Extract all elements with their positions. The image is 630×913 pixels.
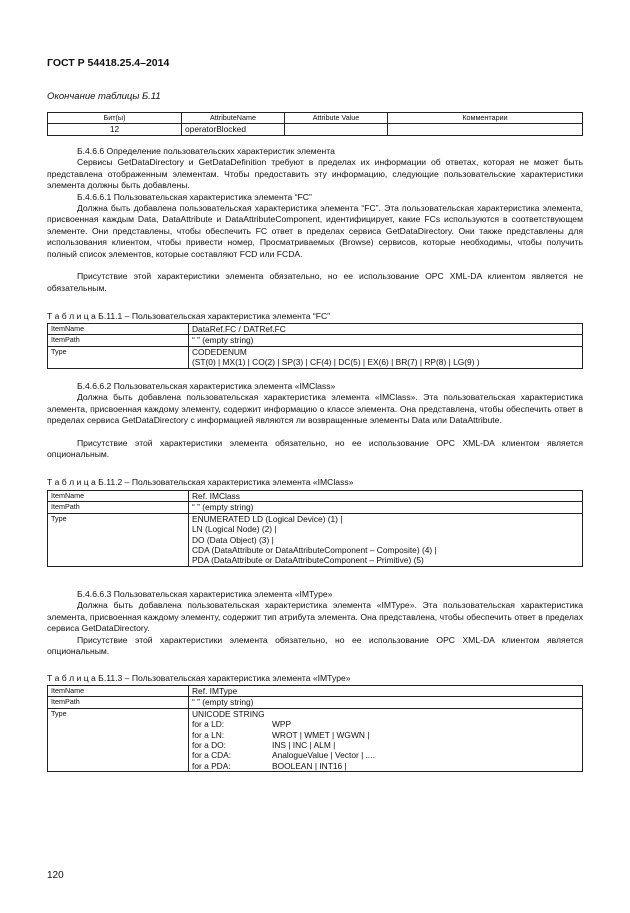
cell-value: DataRef.FC / DATRef.FC xyxy=(189,324,583,335)
type-line: PDA (DataAttribute or DataAttributeComponent – Primitive) (5) xyxy=(192,555,424,566)
table-row xyxy=(48,502,583,513)
table-caption: Т а б л и ц а Б.11.3 – Пользовательская характеристика элемента «IMType» xyxy=(47,673,351,683)
cell-bits: 12 xyxy=(48,124,182,135)
table-row xyxy=(48,697,583,708)
cell-value xyxy=(189,708,583,771)
section-title: Б.4.6.6.3 Пользовательская характеристика элемента «IMType» xyxy=(77,589,333,599)
table-b11-2 xyxy=(47,490,583,567)
cell-value: Ref. IMClass xyxy=(189,491,583,502)
cell-value xyxy=(189,513,583,566)
section-title: Б.4.6.6.1 Пользовательская характеристика элемента “FC” xyxy=(77,191,312,202)
cell-value: “ ” (empty string) xyxy=(189,697,583,708)
type-line: ENUMERATED LD (Logical Device) (1) | xyxy=(192,513,343,524)
table-row xyxy=(48,491,583,502)
type-line: (ST(0) | MX(1) | CO(2) | SP(3) | CF(4) | DC(5) | EX(6) | BR(7) | RP(8) | LG(9) ) xyxy=(192,357,480,368)
type-line: for a LN: WROT | WMET | WGWN | xyxy=(192,729,370,740)
section-title: Б.4.6.6.2 Пользовательская характеристика элемента «IMClass» xyxy=(77,381,336,391)
table-row xyxy=(48,346,583,368)
table-row xyxy=(48,686,583,697)
type-line: DO (Data Object) (3) | xyxy=(192,534,274,545)
type-line: CDA (DataAttribute or DataAttributeComponent – Composite) (4) | xyxy=(192,545,437,556)
document-header: ГОСТ Р 54418.25.4–2014 xyxy=(47,57,170,69)
cell-key: Type xyxy=(48,513,189,566)
table-row xyxy=(48,513,583,566)
type-line: for a DO: INS | INC | ALM | xyxy=(192,740,336,751)
paragraph: Сервисы GetDataDirectory и GetDataDefinition требуют в пределах их информации об ответах, которая не может быть представлена отображенным элементам. Чтобы предоставить эту информацию, следующие пользовательские характеристики элемента должны быть добавлены. xyxy=(47,157,583,191)
cell-key: ItemPath xyxy=(48,335,189,346)
cell-key: ItemPath xyxy=(48,697,189,708)
col-attribute-value: Attribute Value xyxy=(285,113,388,124)
cell-key: Type xyxy=(48,708,189,771)
cell-key: ItemName xyxy=(48,324,189,335)
cell-value xyxy=(189,346,583,368)
table-b11-3 xyxy=(47,685,583,772)
section-title: Б.4.6.6 Определение пользовательских характеристик элемента xyxy=(77,146,335,156)
table-caption: Т а б л и ц а Б.11.2 – Пользовательская характеристика элемента «IMClass» xyxy=(47,477,354,487)
type-line: for a LD: WPP xyxy=(192,719,292,730)
paragraph: Присутствие этой характеристики элемента обязательно, но ее использование OPC XML-DA клиентом является опциональным. xyxy=(47,438,583,460)
type-line: LN (Logical Node) (2) | xyxy=(192,524,277,535)
col-comments: Комментарии xyxy=(388,113,583,124)
table-b11-1 xyxy=(47,323,583,369)
col-attribute-name: AttributeName xyxy=(182,113,285,124)
cell-comments xyxy=(388,124,583,135)
cell-attribute-value xyxy=(285,124,388,135)
cell-attribute-name: operatorBlocked xyxy=(182,124,285,135)
table-row xyxy=(48,335,583,346)
cell-value: Ref. IMType xyxy=(189,686,583,697)
table-row xyxy=(48,124,583,135)
cell-value: “ ” (empty string) xyxy=(189,502,583,513)
cell-key: Type xyxy=(48,346,189,368)
type-line: UNICODE STRING xyxy=(192,708,265,719)
paragraph: Должна быть добавлена пользовательская характеристика элемента “FC”. Эта пользовательская характеристика элемента, присвоенная каждым Data, DataAttribute и DataAttributeComponent, идентифицирует, какие FCs используются в соответствующем элементе. Они представлены, чтобы обеспечить FC ответ в пределах сервиса GetDataDirectory. Они также представлены для использования клиентом, чтобы привести номер, Просматриваемых (Browse) сервисов, которые необходимы, чтобы получить полный список элементов, которые составляют FCD или FCDA. xyxy=(47,203,583,259)
cell-value: “ ” (empty string) xyxy=(189,335,583,346)
cell-key: ItemName xyxy=(48,491,189,502)
paragraph: Должна быть добавлена пользовательская характеристика элемента «IMType». Эта пользовательская характеристика элемента, присвоенная каждому элементу, содержит тип атрибута элемента. Она представлена, чтобы обеспечить ответ в пределах сервиса GetDataDirectory. xyxy=(47,600,583,634)
table-caption: Т а б л и ц а Б.11.1 – Пользовательская характеристика элемента “FC” xyxy=(47,311,331,321)
page-number: 120 xyxy=(47,870,64,881)
type-line: for a PDA: BOOLEAN | INT16 | xyxy=(192,760,347,771)
paragraph: Присутствие этой характеристики элемента обязательно, но ее использование OPC XML-DA клиентом является не обязательным. xyxy=(47,271,583,293)
table-continuation-label: Окончание таблицы Б.11 xyxy=(47,91,161,102)
paragraph: Присутствие этой характеристики элемента обязательно, но ее использование OPC XML-DA клиентом является опциональным. xyxy=(47,634,583,656)
paragraph: Должна быть добавлена пользовательская характеристика элемента «IMClass». Эта пользовательская характеристика элемента, присвоенная каждому элементу, содержит информацию о классе элемента. Она представлена, чтобы обеспечить ответ в пределах сервиса GetDataDirectory с информацией являются ли возвращенные элементы Data или DataAttribute. xyxy=(47,392,583,426)
table-b11 xyxy=(47,112,583,136)
col-bits: Бит(ы) xyxy=(48,113,182,124)
cell-key: ItemPath xyxy=(48,502,189,513)
type-line: for a CDA: AnalogueValue | Vector | .... xyxy=(192,750,375,761)
type-line: CODEDENUM xyxy=(192,346,247,357)
cell-key: ItemName xyxy=(48,686,189,697)
table-row xyxy=(48,324,583,335)
table-row xyxy=(48,708,583,771)
